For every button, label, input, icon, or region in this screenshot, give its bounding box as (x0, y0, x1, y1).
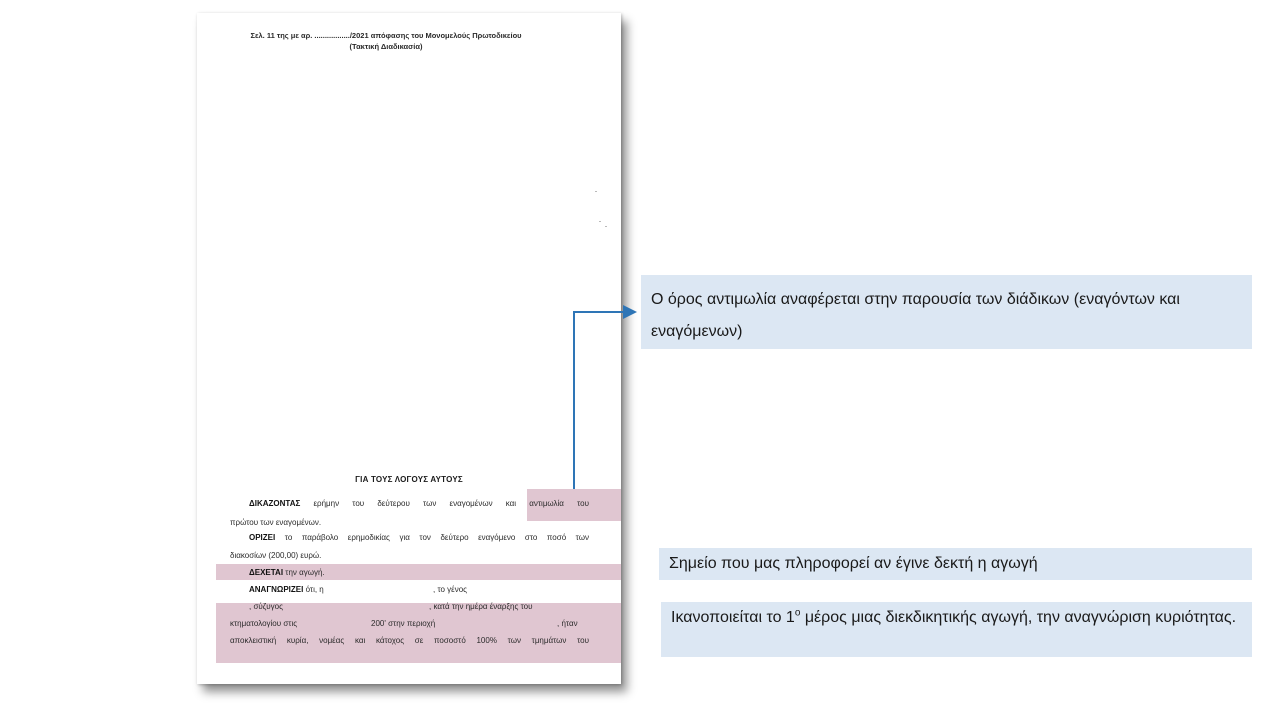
paragraph-text: κτηματολογίου στις (230, 619, 298, 628)
document-header (221, 30, 551, 52)
keyword-dikazontas: ΔΙΚΑΖΟΝΤΑΣ (249, 499, 301, 508)
highlight-anagnorizei (216, 603, 621, 663)
paragraph-text: , το γένος (433, 585, 468, 594)
header-line-2: (Τακτική Διαδικασία) (349, 42, 423, 51)
paragraph-anagnorizei (249, 585, 324, 595)
annotation-ownership (661, 602, 1252, 657)
annotation-accepted: Σημείο που μας πληροφορεί αν έγινε δεκτή η αγωγή (659, 548, 1252, 580)
annotation-text: μέρος μιας διεκδικητικής αγωγή, την αναγνώριση κυριότητας. (800, 609, 1237, 626)
scan-speck (605, 226, 607, 227)
document-page (197, 13, 621, 684)
paragraph-text: το παράβολο ερημοδικίας για τον δεύτερο εναγόμενο στο ποσό των (284, 533, 589, 542)
paragraph-text: 200' στην περιοχή (371, 619, 436, 628)
keyword-dechetai: ΔΕΧΕΤΑΙ (249, 568, 284, 577)
paragraph-text: , ήταν (557, 619, 578, 628)
scan-speck (599, 221, 601, 222)
paragraph-text: , σύζυγος (249, 602, 283, 611)
paragraph-text: ερήμην του δεύτερου των εναγομένων και αντιμωλία του (313, 499, 589, 508)
paragraph-text: την αγωγή. (285, 568, 325, 577)
paragraph-orizei (249, 533, 589, 543)
scan-speck (595, 191, 597, 192)
keyword-anagnorizei: ΑΝΑΓΝΩΡΙΖΕΙ (249, 585, 304, 594)
section-heading: ΓΙΑ ΤΟΥΣ ΛΟΓΟΥΣ ΑΥΤΟΥΣ (355, 475, 463, 484)
annotation-text: Ικανοποιείται το 1 (671, 609, 795, 626)
paragraph-line: διακοσίων (200,00) ευρώ. (230, 551, 322, 560)
paragraph-text: αποκλειστική κυρία, νομέας και κάτοχος σε ποσοστό 100% των τμημάτων του (230, 636, 589, 645)
paragraph-line: πρώτου των εναγομένων. (230, 518, 322, 527)
paragraph-dechetai (249, 568, 325, 578)
header-line-1: Σελ. 11 της με αρ. ................./2021 απόφασης του Μονομελούς Πρωτοδικείου (250, 31, 522, 40)
paragraph-text: , κατά την ημέρα έναρξης του (429, 602, 533, 611)
keyword-orizei: ΟΡΙΖΕΙ (249, 533, 276, 542)
paragraph-dikazontas (249, 499, 589, 509)
paragraph-text: ότι, η (305, 585, 324, 594)
annotation-antimolia: Ο όρος αντιμωλία αναφέρεται στην παρουσία των διάδικων (εναγόντων και εναγόμενων) (641, 275, 1252, 349)
ordinal-superscript: ο (794, 607, 801, 619)
